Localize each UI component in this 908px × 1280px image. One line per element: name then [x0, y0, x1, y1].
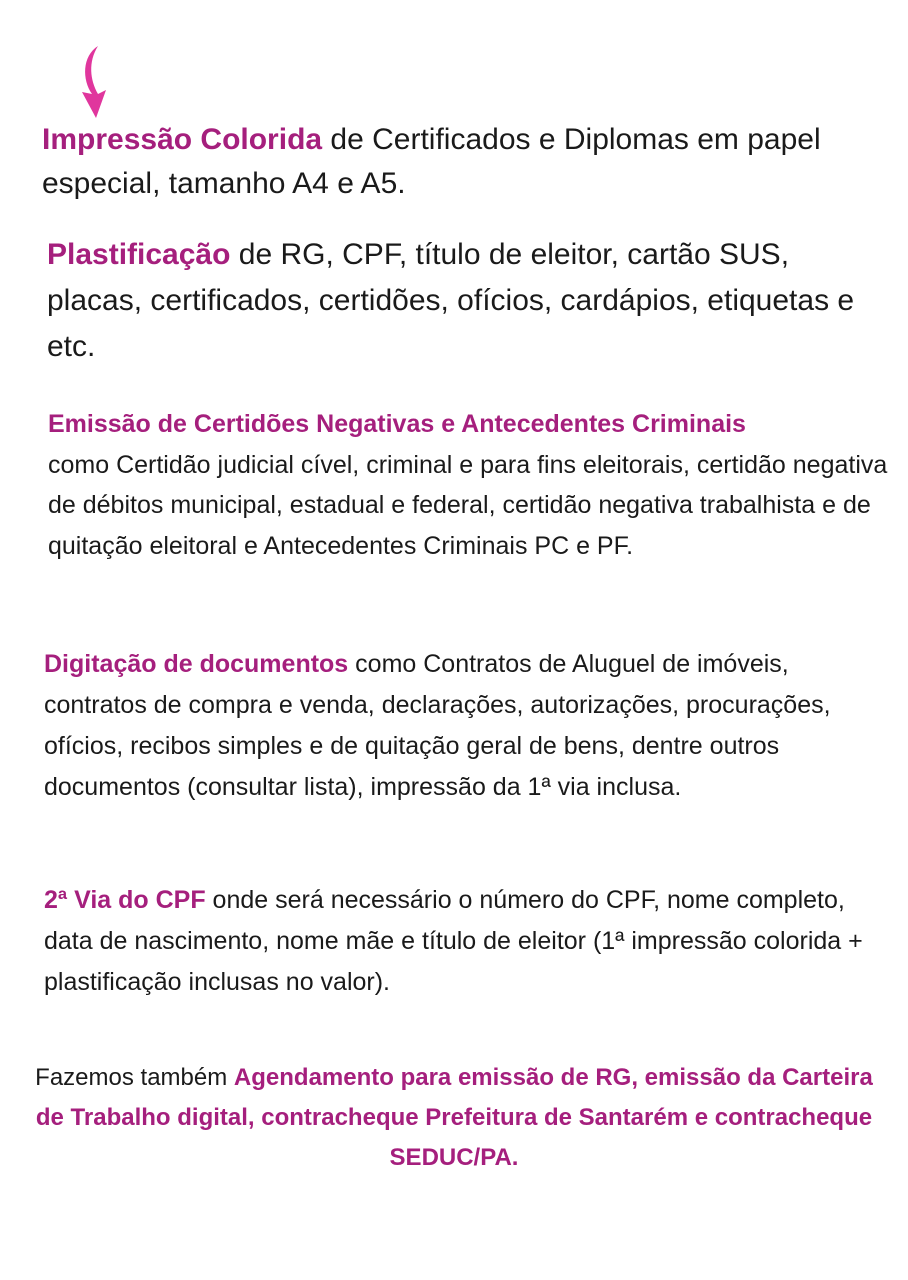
- service-title: Impressão Colorida: [42, 123, 323, 156]
- footer-intro: Fazemos também: [35, 1064, 234, 1091]
- service-description: como Certidão judicial cível, criminal e para fins eleitorais, certidão negativa de débitos municipal, estadual e federal, certidão negativa trabalhista e de quitação eleitoral e Antecedentes Criminais PC e PF.: [48, 450, 888, 560]
- service-certificates: [48, 404, 888, 566]
- service-description: de Certificados e Diplomas em papel especial, tamanho A4 e A5.: [42, 123, 821, 200]
- service-description: onde será necessário o número do CPF, nome completo, data de nascimento, nome mãe e título de eleitor (1ª impressão colorida + plastificação inclusas no valor).: [44, 886, 863, 996]
- service-document-typing: [44, 644, 894, 808]
- service-lamination: [47, 232, 887, 370]
- service-description: como Contratos de Aluguel de imóveis, contratos de compra e venda, declarações, autorizações, procurações, ofícios, recibos simples e de quitação geral de bens, dentre outros documentos (consultar lista), impressão da 1ª via inclusa.: [44, 650, 831, 801]
- curved-arrow-down-icon: [68, 44, 116, 120]
- service-description: de RG, CPF, título de eleitor, cartão SUS, placas, certificados, certidões, ofícios, cardápios, etiquetas e etc.: [47, 238, 855, 363]
- service-title: Plastificação: [47, 238, 231, 271]
- service-title: Digitação de documentos: [44, 650, 349, 678]
- service-title: 2ª Via do CPF: [44, 886, 206, 914]
- service-cpf-second-copy: [44, 880, 884, 1003]
- service-color-printing: [42, 118, 882, 206]
- footer-highlight: Agendamento para emissão de RG, emissão da Carteira de Trabalho digital, contracheque Prefeitura de Santarém e contracheque SEDUC/PA.: [35, 1064, 873, 1171]
- service-title: Emissão de Certidões Negativas e Antecedentes Criminais: [48, 410, 746, 438]
- footer-note: [30, 1058, 878, 1178]
